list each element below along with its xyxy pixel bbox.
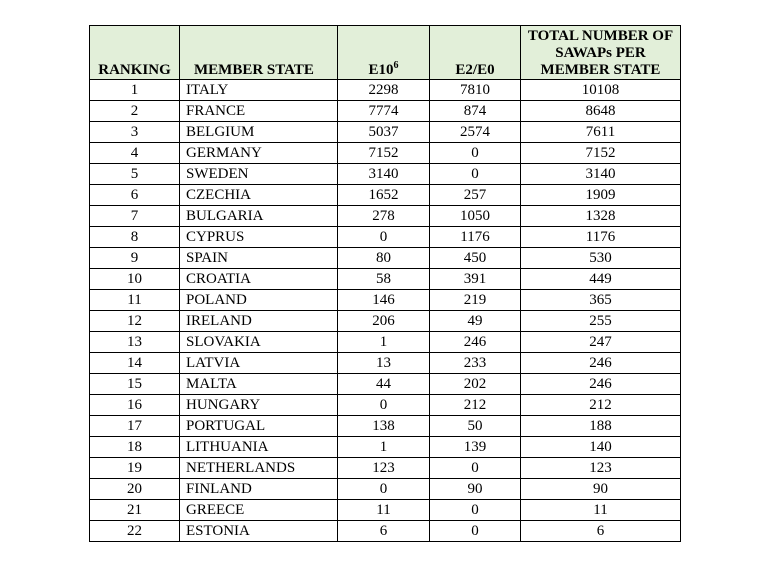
e2e0-cell: 1050 <box>430 206 521 227</box>
table-row <box>90 185 681 206</box>
header-e10 <box>338 26 430 80</box>
total-cell: 212 <box>521 395 681 416</box>
e10-cell: 123 <box>338 458 430 479</box>
member-state-cell: CZECHIA <box>180 185 338 206</box>
ranking-cell: 9 <box>90 248 180 269</box>
table-header-row <box>90 26 681 80</box>
e2e0-cell: 0 <box>430 164 521 185</box>
e10-cell: 11 <box>338 500 430 521</box>
e10-cell: 206 <box>338 311 430 332</box>
ranking-cell: 19 <box>90 458 180 479</box>
total-cell: 247 <box>521 332 681 353</box>
header-total: TOTAL NUMBER OF SAWAPs PER MEMBER STATE <box>521 26 681 80</box>
total-cell: 1176 <box>521 227 681 248</box>
table-row <box>90 143 681 164</box>
e10-cell: 80 <box>338 248 430 269</box>
total-cell: 123 <box>521 458 681 479</box>
e10-cell: 1 <box>338 437 430 458</box>
e10-cell: 13 <box>338 353 430 374</box>
member-state-cell: HUNGARY <box>180 395 338 416</box>
e10-cell: 7152 <box>338 143 430 164</box>
table-row <box>90 290 681 311</box>
total-cell: 140 <box>521 437 681 458</box>
total-cell: 10108 <box>521 80 681 101</box>
total-cell: 7611 <box>521 122 681 143</box>
ranking-cell: 5 <box>90 164 180 185</box>
total-cell: 7152 <box>521 143 681 164</box>
table-row <box>90 521 681 542</box>
e10-cell: 5037 <box>338 122 430 143</box>
e2e0-cell: 139 <box>430 437 521 458</box>
table-body <box>90 80 681 542</box>
e2e0-cell: 391 <box>430 269 521 290</box>
table-row <box>90 80 681 101</box>
total-cell: 255 <box>521 311 681 332</box>
ranking-cell: 7 <box>90 206 180 227</box>
member-state-cell: GERMANY <box>180 143 338 164</box>
member-state-cell: BELGIUM <box>180 122 338 143</box>
e10-cell: 278 <box>338 206 430 227</box>
table-row <box>90 164 681 185</box>
member-state-cell: ESTONIA <box>180 521 338 542</box>
e2e0-cell: 50 <box>430 416 521 437</box>
total-cell: 3140 <box>521 164 681 185</box>
ranking-cell: 3 <box>90 122 180 143</box>
ranking-cell: 22 <box>90 521 180 542</box>
total-cell: 90 <box>521 479 681 500</box>
total-cell: 8648 <box>521 101 681 122</box>
member-state-cell: FRANCE <box>180 101 338 122</box>
e2e0-cell: 233 <box>430 353 521 374</box>
total-cell: 365 <box>521 290 681 311</box>
e10-cell: 3140 <box>338 164 430 185</box>
table-row <box>90 395 681 416</box>
table-row <box>90 458 681 479</box>
ranking-cell: 8 <box>90 227 180 248</box>
ranking-cell: 11 <box>90 290 180 311</box>
table-row <box>90 227 681 248</box>
e2e0-cell: 2574 <box>430 122 521 143</box>
e10-cell: 7774 <box>338 101 430 122</box>
table-row <box>90 122 681 143</box>
header-e2e0: E2/E0 <box>430 26 521 80</box>
e10-cell: 0 <box>338 479 430 500</box>
member-state-cell: ITALY <box>180 80 338 101</box>
e10-cell: 2298 <box>338 80 430 101</box>
e10-cell: 58 <box>338 269 430 290</box>
e2e0-cell: 219 <box>430 290 521 311</box>
e2e0-cell: 874 <box>430 101 521 122</box>
e2e0-cell: 246 <box>430 332 521 353</box>
table-row <box>90 311 681 332</box>
e2e0-cell: 49 <box>430 311 521 332</box>
member-state-cell: IRELAND <box>180 311 338 332</box>
ranking-cell: 15 <box>90 374 180 395</box>
ranking-cell: 20 <box>90 479 180 500</box>
ranking-cell: 10 <box>90 269 180 290</box>
e2e0-cell: 0 <box>430 521 521 542</box>
ranking-cell: 4 <box>90 143 180 164</box>
ranking-cell: 13 <box>90 332 180 353</box>
table-row <box>90 500 681 521</box>
table-row <box>90 437 681 458</box>
ranking-cell: 12 <box>90 311 180 332</box>
total-cell: 246 <box>521 353 681 374</box>
total-cell: 6 <box>521 521 681 542</box>
member-state-cell: POLAND <box>180 290 338 311</box>
e2e0-cell: 90 <box>430 479 521 500</box>
header-e10-base: E10 <box>368 62 394 78</box>
table-row <box>90 269 681 290</box>
table-row <box>90 479 681 500</box>
member-state-cell: FINLAND <box>180 479 338 500</box>
e10-cell: 1652 <box>338 185 430 206</box>
e10-cell: 0 <box>338 395 430 416</box>
ranking-table <box>89 25 681 542</box>
table-row <box>90 353 681 374</box>
total-cell: 188 <box>521 416 681 437</box>
e10-cell: 1 <box>338 332 430 353</box>
e10-cell: 138 <box>338 416 430 437</box>
ranking-cell: 6 <box>90 185 180 206</box>
header-member-state: MEMBER STATE <box>180 26 338 80</box>
table-row <box>90 101 681 122</box>
e10-cell: 146 <box>338 290 430 311</box>
total-cell: 449 <box>521 269 681 290</box>
header-ranking: RANKING <box>90 26 180 80</box>
table-row <box>90 206 681 227</box>
member-state-cell: GREECE <box>180 500 338 521</box>
member-state-cell: NETHERLANDS <box>180 458 338 479</box>
e2e0-cell: 1176 <box>430 227 521 248</box>
member-state-cell: LATVIA <box>180 353 338 374</box>
e2e0-cell: 0 <box>430 458 521 479</box>
member-state-cell: CROATIA <box>180 269 338 290</box>
total-cell: 1909 <box>521 185 681 206</box>
total-cell: 1328 <box>521 206 681 227</box>
total-cell: 11 <box>521 500 681 521</box>
table-row <box>90 332 681 353</box>
ranking-cell: 16 <box>90 395 180 416</box>
e2e0-cell: 0 <box>430 500 521 521</box>
header-e10-superscript: 6 <box>393 60 399 71</box>
e2e0-cell: 202 <box>430 374 521 395</box>
table-row <box>90 416 681 437</box>
ranking-cell: 21 <box>90 500 180 521</box>
ranking-cell: 17 <box>90 416 180 437</box>
e2e0-cell: 212 <box>430 395 521 416</box>
ranking-cell: 18 <box>90 437 180 458</box>
e2e0-cell: 7810 <box>430 80 521 101</box>
ranking-cell: 1 <box>90 80 180 101</box>
member-state-cell: BULGARIA <box>180 206 338 227</box>
e10-cell: 6 <box>338 521 430 542</box>
member-state-cell: MALTA <box>180 374 338 395</box>
table-row <box>90 248 681 269</box>
member-state-cell: CYPRUS <box>180 227 338 248</box>
member-state-cell: SLOVAKIA <box>180 332 338 353</box>
total-cell: 530 <box>521 248 681 269</box>
member-state-cell: LITHUANIA <box>180 437 338 458</box>
e2e0-cell: 450 <box>430 248 521 269</box>
member-state-cell: PORTUGAL <box>180 416 338 437</box>
table-row <box>90 374 681 395</box>
e10-cell: 0 <box>338 227 430 248</box>
member-state-cell: SWEDEN <box>180 164 338 185</box>
e10-cell: 44 <box>338 374 430 395</box>
ranking-cell: 14 <box>90 353 180 374</box>
member-state-cell: SPAIN <box>180 248 338 269</box>
total-cell: 246 <box>521 374 681 395</box>
ranking-cell: 2 <box>90 101 180 122</box>
e2e0-cell: 0 <box>430 143 521 164</box>
e2e0-cell: 257 <box>430 185 521 206</box>
